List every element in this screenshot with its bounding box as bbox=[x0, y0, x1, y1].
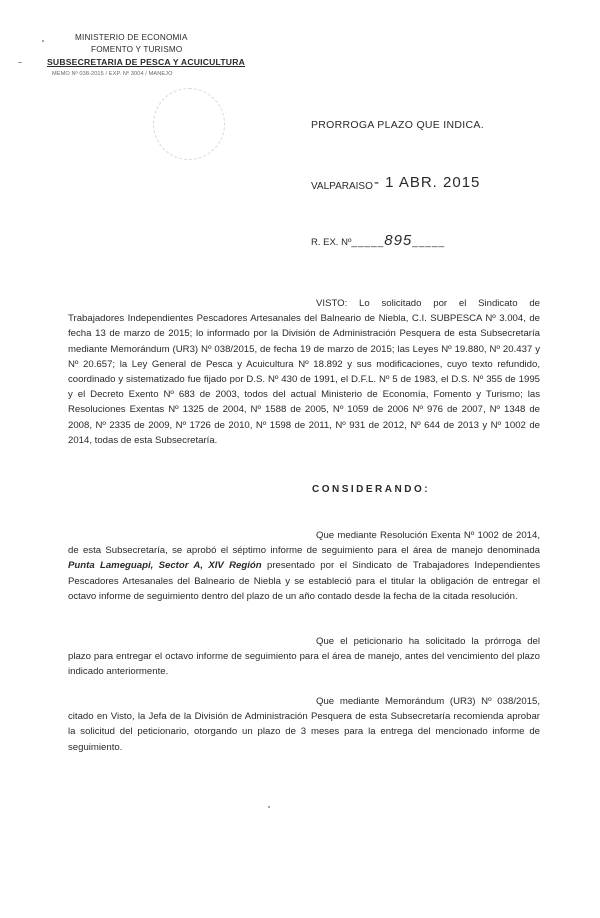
ministry-line-2: FOMENTO Y TURISMO bbox=[91, 45, 183, 54]
faint-seal bbox=[153, 88, 225, 160]
rex-underline-pre: _____ bbox=[351, 237, 385, 248]
area-name: Punta Lameguapi, Sector A, XIV Región bbox=[68, 560, 262, 572]
scan-mark bbox=[42, 40, 44, 42]
subsecretaria-name: SUBSECRETARIA DE PESCA Y ACUICULTURA bbox=[47, 57, 246, 67]
considerando-1-text-b: presentado por el Sindicato de Trabajadores Independientes Pescadores Artesanales del Balneario de Niebla y se estableció para el titular la obligación de entregar el octavo informe de seguimiento dentro del plazo de un año contado desde la fecha de la citada resolución. bbox=[68, 560, 541, 602]
document-title: PRORROGA PLAZO QUE INDICA. bbox=[311, 119, 484, 131]
visto-paragraph bbox=[68, 296, 540, 448]
resolution-number bbox=[311, 232, 445, 250]
considerando-1-text-a: Que mediante Resolución Exenta Nº 1002 de 2014, de esta Subsecretaría, se aprobó el séptimo informe de seguimiento para el área de manejo denominada bbox=[68, 530, 540, 557]
considerando-3-text: Que mediante Memorándum (UR3) Nº 038/2015, citado en Visto, la Jefa de la División de Administración Pesquera de esta Subsecretaría recomienda aprobar la solicitud del peticionario, otorgando un plazo de 3 meses para la entrega del mencionado informe de seguimiento. bbox=[68, 696, 540, 753]
considerando-paragraph-3 bbox=[68, 694, 540, 755]
considerando-paragraph-2 bbox=[68, 634, 540, 680]
rex-number: 895 bbox=[384, 232, 413, 249]
ministry-line-1: MINISTERIO DE ECONOMIA bbox=[75, 33, 188, 42]
document-date: - 1 ABR. 2015 bbox=[374, 174, 481, 191]
considerando-2-text: Que el peticionario ha solicitado la prórroga del plazo para entregar el octavo informe de seguimiento para el área de manejo, antes del vencimiento del plazo indicado anteriormente. bbox=[68, 636, 540, 678]
visto-text: VISTO: Lo solicitado por el Sindicato de Trabajadores Independientes Pescadores Artesanales del Balneario de Niebla, C.I. SUBPESCA Nº 3.004, de fecha 13 de marzo de 2015; lo informado por la División de Administración Pesquera de esta Subsecretaría mediante Memorándum (UR3) Nº 038/2015, de fecha 19 de marzo de 2015; las Leyes Nº 19.880, Nº 20.437 y Nº 20.657; la Ley General de Pesca y Acuicultura Nº 18.892 y sus modificaciones, cuyo texto refundido, coordinado y sistematizado fue fijado por D.S. Nº 430 de 1991, el D.F.L. Nº 5 de 1983, el D.S. Nº 355 de 1995 y el Decreto Exento Nº 683 de 2003, todos del actual Ministerio de Economía, Fomento y Turismo; las Resoluciones Exentas Nº 1325 de 2004, Nº 1588 de 2005, Nº 1059 de 2006 Nº 976 de 2007, Nº 1348 de 2008, Nº 2335 de 2009, Nº 1726 de 2010, Nº 1598 de 2011, Nº 931 de 2012, Nº 644 de 2013 y Nº 1002 de 2014, todas de esta Subsecretaría. bbox=[68, 298, 540, 446]
scan-mark bbox=[18, 62, 22, 63]
reference-line: MEMO Nº 038-2015 / EXP. Nº 3004 / MANEJO bbox=[52, 71, 173, 77]
considerando-heading: CONSIDERANDO: bbox=[312, 484, 431, 495]
city-label: VALPARAISO bbox=[311, 181, 373, 192]
rex-underline-post: _____ bbox=[412, 237, 446, 248]
rex-label: R. EX. Nº bbox=[311, 237, 352, 248]
considerando-paragraph-1 bbox=[68, 528, 540, 604]
scan-mark bbox=[268, 806, 270, 808]
